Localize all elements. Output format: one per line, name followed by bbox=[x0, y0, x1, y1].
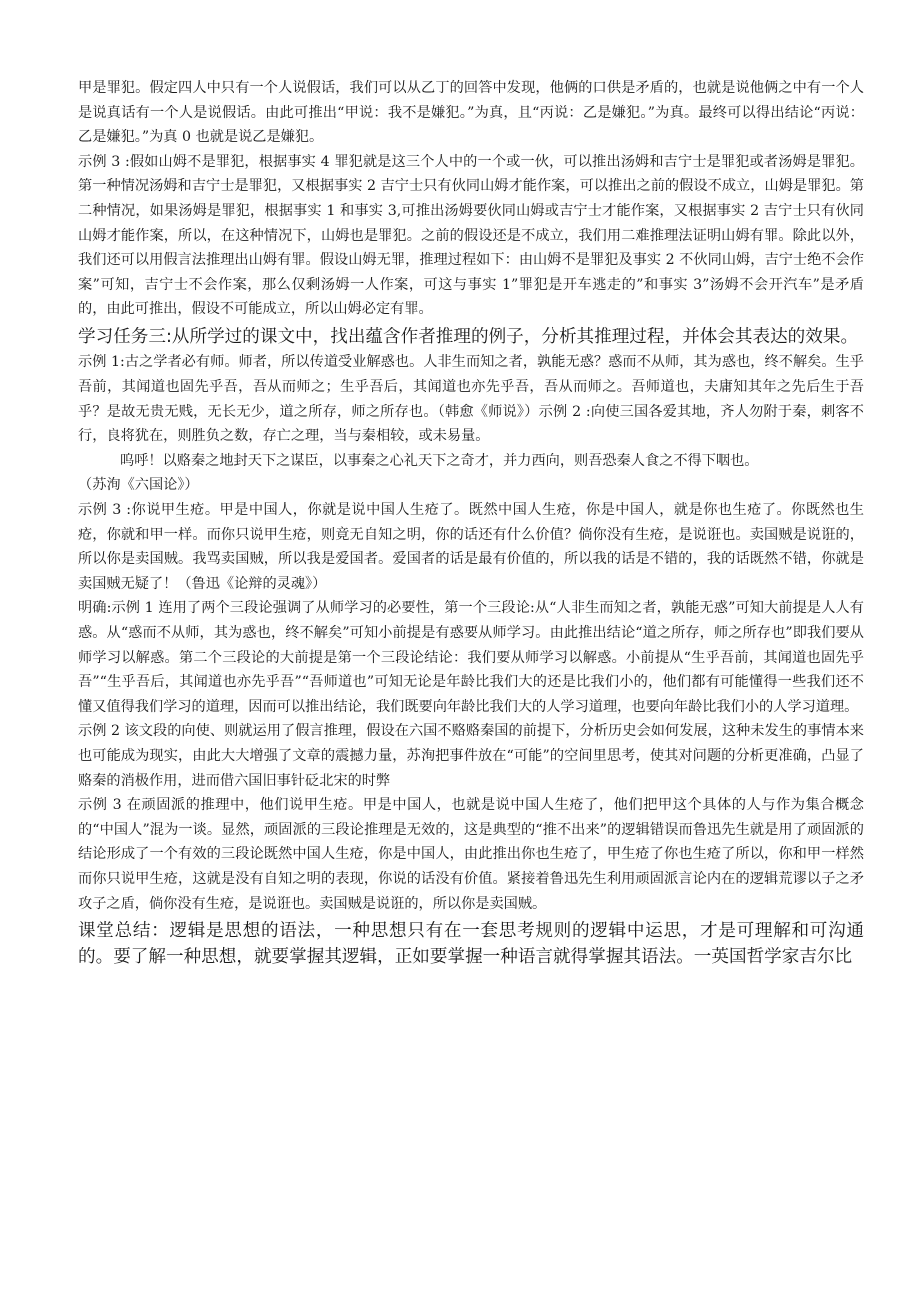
task3-heading: 学习任务三:从所学过的课文中，找出蕴含作者推理的例子，分析其推理过程，并体会其表达的效果。 bbox=[78, 326, 859, 347]
paragraph-suspect-analysis: 甲是罪犯。假定四人中只有一个人说假话，我们可以从乙丁的回答中发现，他俩的口供是矛盾的，也就是说他俩之中有一个人是说真话有一个人是说假话。由此可推出“甲说：我不是嫌犯。”为真，且“丙说：乙是嫌犯。”为真。最终可以得出结论“丙说：乙是嫌犯。”为真 0 也就是说乙是嫌犯。 bbox=[78, 80, 864, 146]
example-2-source: （苏洵《六国论》） bbox=[78, 477, 199, 494]
analysis-example-3: 示例 3 在顽固派的推理中，他们说甲生疮。甲是中国人，也就是说中国人生疮了，他们把甲这个具体的人与作为集合概念的“中国人”混为一谈。显然，顽固派的三段论推理是无效的，这是典型的“推不出来”的逻辑错误而鲁迅先生就是用了顽固派的结论形成了一个有效的三段论既然中国人生疮，你是中国人，由此推出你也生疮了，甲生疮了你也生疮了所以，你和甲一样然而你只说甲生疮，这就是没有自知之明的表现，你说的话没有价值。紧接着鲁迅先生利用顽固派言论内在的逻辑荒谬以子之矛攻子之盾，倘你没有生疮，是说诳也。卖国贼是说诳的，所以你是卖国贼。 bbox=[78, 797, 864, 912]
document-page bbox=[78, 76, 864, 970]
example-2-quote: 呜呼！以赂秦之地封天下之谋臣，以事秦之心礼天下之奇才，并力西向，则吾恐秦人食之不得下咽也。 bbox=[120, 452, 759, 469]
example-3-lunbian: 示例 3 :你说甲生疮。甲是中国人，你就是说中国人生疮了。既然中国人生疮，你是中国人，就是你也生疮了。你既然也生疮，你就和甲一样。而你只说甲生疮，则竟无自知之明，你的话还有什么价值？倘你没有生疮，是说诳也。卖国贼是说诳的，所以你是卖国贼。我骂卖国贼，所以我是爱国者。爱国者的话是最有价值的，所以我的话是不错的，我的话既然不错，你就是卖国贼无疑了！（鲁迅《论辩的灵魂》） bbox=[78, 502, 864, 592]
class-summary: 课堂总结：逻辑是思想的语法，一种思想只有在一套思考规则的逻辑中运思，才是可理解和可沟通的。要了解一种思想，就要掌握其逻辑，正如要掌握一种语言就得掌握其语法。一英国哲学家吉尔比 bbox=[78, 921, 864, 967]
paragraph-example-3-sam: 示例 3 :假如山姆不是罪犯，根据事实 4 罪犯就是这三个人中的一个或一伙，可以推出汤姆和吉宁士是罪犯或者汤姆是罪犯。第一种情况汤姆和吉宁士是罪犯，又根据事实 2 吉宁士只有伙同山姆才能作案，可以推出之前的假设不成立，山姆是罪犯。第二种情况，如果汤姆是罪犯，根据事实 1 和事实 3,可推出汤姆要伙同山姆或吉宁士才能作案，又根据事实 2 吉宁士只有伙同山姆才能作案，所以，在这种情况下，山姆也是罪犯。之前的假设还是不成立，我们用二难推理法证明山姆有罪。除此以外，我们还可以用假言法推理出山姆有罪。假设山姆无罪，推理过程如下：由山姆不是罪犯及事实 2 不伙同山姆，吉宁士绝不会作案”可知，吉宁士不会作案，那么仅剩汤姆一人作案，可这与事实 1”罪犯是开车逃走的”和事实 3”汤姆不会开汽车”是矛盾的，由此可推出，假设不可能成立，所以山姆必定有罪。 bbox=[78, 153, 864, 318]
analysis-example-2: 示例 2 该文段的向使、则就运用了假言推理，假设在六国不赂赂秦国的前提下，分析历史会如何发展，这种未发生的事情本来也可能成为现实，由此大大增强了文章的震撼力量，苏洵把事件放在“可能”的空间里思考，使其对问题的分析更准确，凸显了赂秦的消极作用，进而借六国旧事针砭北宋的时弊 bbox=[78, 723, 864, 789]
analysis-example-1: 明确:示例 1 连用了两个三段论强调了从师学习的必要性，第一个三段论:从“人非生而知之者，孰能无惑”可知大前提是人人有惑。从“惑而不从师，其为惑也，终不解矣”可知小前提是有惑要从师学习。由此推出结论“道之所存，师之所存也”即我们要从师学习以解惑。第二个三段论的大前提是第一个三段论结论：我们要从师学习以解惑。小前提从“生乎吾前，其闻道也固先乎吾”“生乎吾后，其闻道也亦先乎吾”“吾师道也”可知无论是年龄比我们大的还是比我们小的，他们都有可能懂得一些我们还不懂又值得我们学习的道理，因而可以推出结论，我们既要向年龄比我们大的人学习道理，也要向年龄比我们小的人学习道理。 bbox=[78, 600, 864, 715]
example-1-shishuo: 示例 1:古之学者必有师。师者，所以传道受业解惑也。人非生而知之者，孰能无惑？惑而不从师，其为惑也，终不解矣。生乎吾前，其闻道也固先乎吾，吾从而师之；生乎吾后，其闻道也亦先乎吾，吾从而师之。吾师道也，夫庸知其年之先后生于吾乎？是故无贵无贱，无长无少，道之所存，师之所存也。（韩愈《师说》）示例 2 :向使三国各爱其地，齐人勿附于秦，刺客不行，良将犹在，则胜负之数，存亡之理，当与秦相较，或未易量。 bbox=[78, 354, 864, 445]
